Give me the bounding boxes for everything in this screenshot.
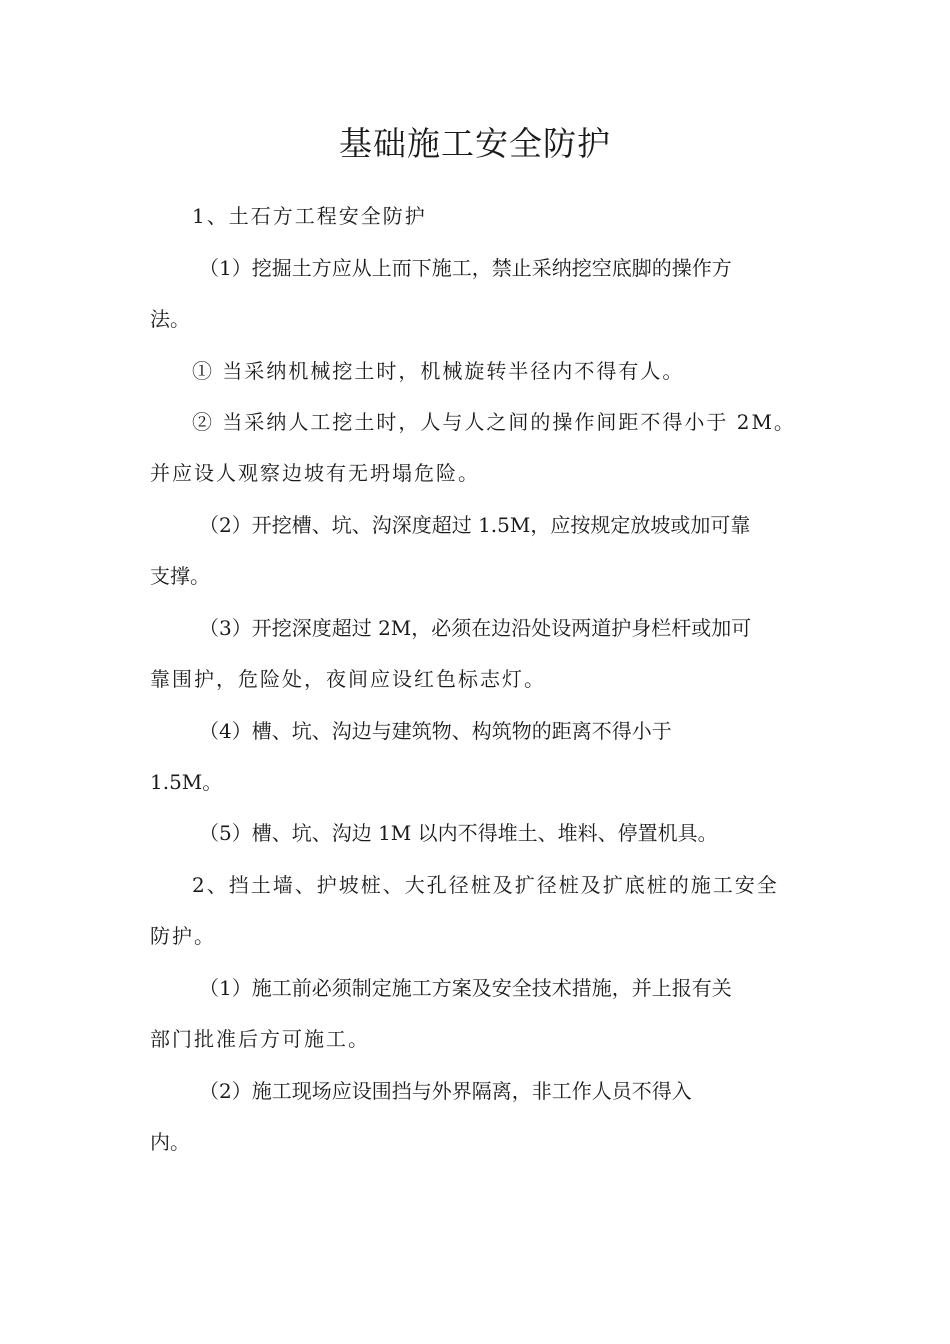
paragraph-line: ① 当采纳机械挖土时，机械旋转半径内不得有人。 <box>192 359 685 383</box>
paragraph-line: （3）开挖深度超过 2M，必须在边沿处设两道护身栏杆或加可 <box>199 616 752 640</box>
paragraph-line: 法。 <box>150 307 190 331</box>
paragraph-line: （4）槽、坑、沟边与建筑物、构筑物的距离不得小于 <box>199 719 672 743</box>
paragraph-line: 并应设人观察边坡有无坍塌危险。 <box>150 461 480 485</box>
section-heading-earthwork: 1、土石方工程安全防护 <box>192 204 427 228</box>
paragraph-line: 内。 <box>150 1130 190 1154</box>
document-title: 基础施工安全防护 <box>339 124 611 163</box>
paragraph-line: 靠围护，危险处，夜间应设红色标志灯。 <box>150 667 546 691</box>
paragraph-line: 部门批准后方可施工。 <box>150 1027 370 1051</box>
paragraph-line: ② 当采纳人工挖土时，人与人之间的操作间距不得小于 2M。 <box>192 410 796 434</box>
paragraph-line: 支撑。 <box>150 564 210 588</box>
paragraph-line: （5）槽、坑、沟边 1M 以内不得堆土、堆料、停置机具。 <box>199 821 718 845</box>
paragraph-line: （2）施工现场应设围挡与外界隔离，非工作人员不得入 <box>199 1079 692 1103</box>
paragraph-line: （1）挖掘土方应从上而下施工，禁止采纳挖空底脚的操作方 <box>199 256 732 280</box>
section-heading-retaining-cont: 防护。 <box>150 924 216 948</box>
section-heading-retaining: 2、挡土墙、护坡桩、大孔径桩及扩径桩及扩底桩的施工安全 <box>192 873 779 897</box>
paragraph-line: （2）开挖槽、坑、沟深度超过 1.5M，应按规定放坡或加可靠 <box>199 513 751 537</box>
paragraph-line: 1.5M。 <box>150 770 223 794</box>
paragraph-line: （1）施工前必须制定施工方案及安全技术措施，并上报有关 <box>199 976 732 1000</box>
